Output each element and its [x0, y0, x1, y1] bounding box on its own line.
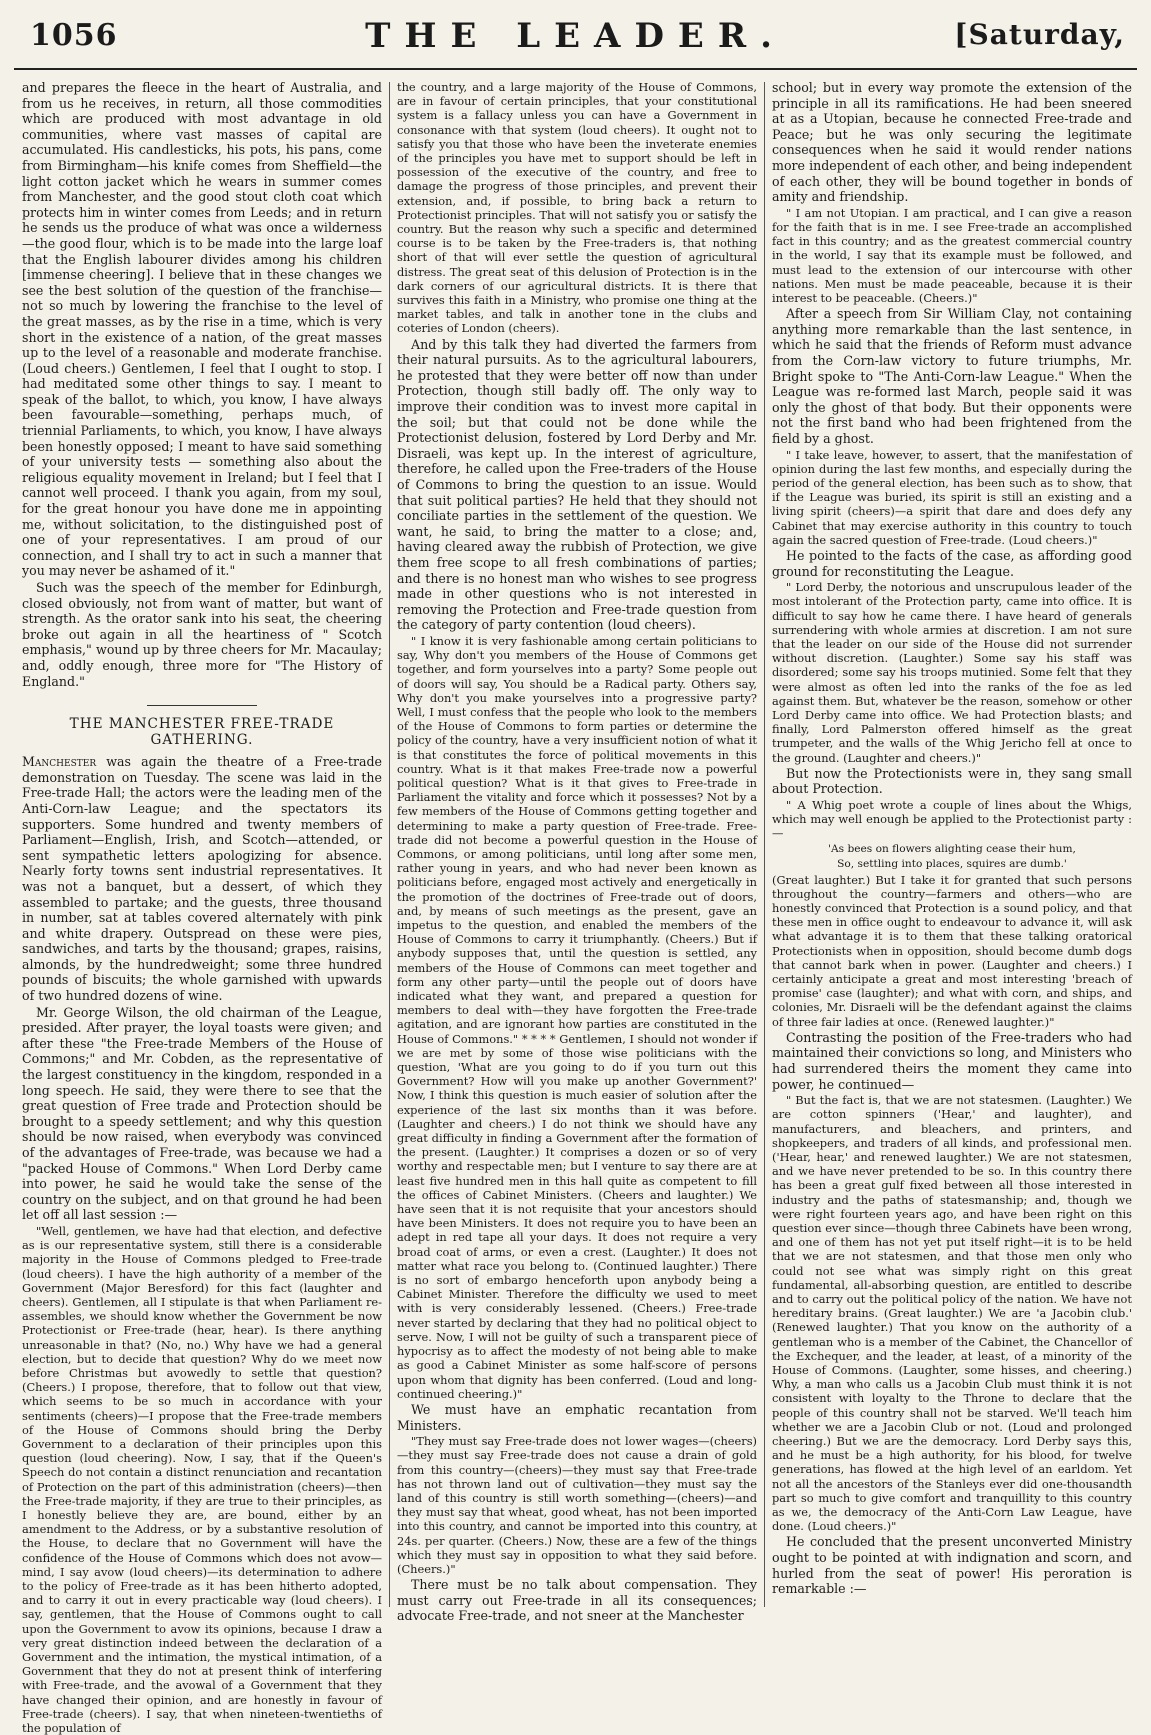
- header-rule: [14, 68, 1137, 70]
- paragraph: [22, 754, 382, 1004]
- paragraph: We must have an emphatic recantation from Ministers.: [397, 1401, 757, 1433]
- issue-day: [Saturday,: [954, 18, 1125, 51]
- section-rule: [147, 705, 257, 706]
- paper-title: THE LEADER.: [365, 16, 786, 56]
- paragraph: He pointed to the facts of the case, as affording good ground for reconstituting the League.: [772, 547, 1132, 579]
- section-heading: THE MANCHESTER FREE-TRADE GATHERING.: [69, 716, 335, 749]
- quoted-speech: " I take leave, however, to assert, that the manifestation of opinion during the last few months, and especially during the period of the general election, has been such as to show, that if the League was buried, its spirit is still an existing and a living spirit (cheers)—a spirit that dare and does defy any Cabinet that may exercise authority in this country to touch again the sacred question of Free-trade. (Loud cheers.)": [772, 447, 1132, 547]
- quoted-speech: (Great laughter.) But I take it for granted that such persons throughout the country—farmers and others—who are honestly convinced that Protection is a sound policy, and that these men in office ought to endeavour to advance it, will ask what advantage it is to them that these talking oratorical Protectionists when in opposition, should become dumb dogs that cannot bark when in power. (Laughter and cheers.) I certainly anticipate a great and most interesting 'breach of promise' case (laughter); and what with corn, and ships, and colonies, Mr. Disraeli will be the defendant against the claims of three fair ladies at once. (Renewed laughter.)": [772, 872, 1132, 1029]
- quoted-speech: "Well, gentlemen, we have had that election, and defective as is our representative system, still there is a considerable majority in the House of Commons pledged to Free-trade (loud cheers). I have the high authority of a member of the Government (Major Beresford) for this fact (laughter and cheers). Gentlemen, all I stipulate is that when Parliament re-assembles, we should know whether the Government be now Protectionist or Free-trade (hear, hear). Is there anything unreasonable in that? (No, no.) Why have we had a general election, but to decide that question? Why do we meet now before Christmas but avowedly to settle that question? (Cheers.) I propose, therefore, that to follow out that view, which seems to be so much in accordance with your sentiments (cheers)—I propose that the Free-trade members of the House of Commons should bring the Derby Government to a declaration of their principles upon this question (loud cheering). Now, I say, that if the Queen's Speech do not contain a distinct renunciation and recantation of Protection on the part of this administration (cheers)—then the Free-trade majority, if they are true to their principles, as I honestly believe they are, are bound, either by an amendment to the Address, or by a substantive resolution of the House, to declare that no Government will have the confidence of the House of Commons which does not avow—mind, I say avow (loud cheers)—its determination to adhere to the policy of Free-trade as it has been hitherto adopted, and to carry it out in every practicable way (loud cheers). I say, gentlemen, that the House of Commons ought to call upon the Government to avow its opinions, because I draw a very great distinction indeed between the declaration of a Government and the intimation, the mystical intimation, of a Government that they do not at present think of interfering with Free-trade, and the avowal of a Government that they have changed their opinion, and are honestly in favour of Free-trade (cheers). I say, that when nineteen-twentieths of the population of: [22, 1223, 382, 1735]
- quoted-speech: " Lord Derby, the notorious and unscrupulous leader of the most intolerant of the Protection party, came into office. It is difficult to say how he came there. I have heard of generals surrendering with whole armies at discretion. I am not sure that the leader on our side of the House did not surrender without discretion. (Laughter.) Some say his staff was disordered; some say his troops mutinied. Some felt that they were almost as often led into the ranks of the foe as led against them. But, whatever be the reason, somehow or other Lord Derby came into office. We had Protection blasts; and finally, Lord Palmerston offered himself as the great trumpeter, and the walls of the Whig Jericho fell at once to the ground. (Laughter and cheers.)": [772, 580, 1132, 765]
- paragraph: school; but in every way promote the extension of the principle in all its ramifications. He had been sneered at as a Utopian, because he connected Free-trade and Peace; but he was only securing the legitimate consequences when he said it would render nations more independent of each other, and being independent of each other, they will be bound together in bonds of amity and friendship.: [772, 80, 1132, 205]
- verse-line: So, settling into places, squires are dumb.': [837, 857, 1067, 870]
- lead-word: Manchester: [22, 754, 97, 770]
- column-1: [22, 80, 382, 1735]
- quoted-speech: " I am not Utopian. I am practical, and I can give a reason for the faith that is in me. I see Free-trade an accomplished fact in this country; and as the greatest commercial country in the world, I say that its example must be followed, and must lead to the extension of our intercourse with other nations. Men must be made peaceable, because it is their interest to be peaceable. (Cheers.)": [772, 205, 1132, 305]
- paragraph: There must be no talk about compensation. They must carry out Free-trade in all its consequences; advocate Free-trade, and not sneer at the Manchester: [397, 1577, 757, 1624]
- article-columns: [0, 80, 1151, 1735]
- paragraph: And by this talk they had diverted the farmers from their natural pursuits. As to the agricultural labourers, he protested that they were better off now than under Protection, though still badly off. The only way to improve their condition was to invest more capital in the soil; but that could not be done while the Protectionist delusion, fostered by Lord Derby and Mr. Disraeli, was kept up. In the interest of agriculture, therefore, he called upon the Free-traders of the House of Commons to bring the question to an issue. Would that suit political parties? He held that they should not conciliate parties in the settlement of the question. We want, he said, to bring the matter to a close; and, having cleared away the rubbish of Protection, we give them free scope to all fresh combinations of parties; and there is no honest man who wishes to see progress made in other questions who is not interested in removing the Protection and Free-trade question from the category of party contention (loud cheers).: [397, 336, 757, 633]
- quoted-speech: " A Whig poet wrote a couple of lines about the Whigs, which may well enough be applied to the Protectionist party :—: [772, 797, 1132, 841]
- column-2: [397, 80, 757, 1624]
- paragraph: Contrasting the position of the Free-traders who had maintained their convictions so long, and Ministers who had surrendered theirs the moment they came into power, he continued—: [772, 1029, 1132, 1092]
- page-number: 1056: [30, 18, 118, 53]
- paragraph: and prepares the fleece in the heart of Australia, and from us he receives, in return, all those commodities which are produced with most advantage in old communities, where vast masses of capital are accumulated. His candlesticks, his pots, his pans, come from Birmingham—his knife comes from Sheffield—the light cotton jacket which he wears in summer comes from Manchester, and the good stout cloth coat which protects him in winter comes from Leeds; and in return he sends us the produce of what was once a wilderness—the good flour, which is to be made into the large loaf that the English labourer divides among his children [immense cheering]. I believe that in these changes we see the best solution of the question of the franchise—not so much by lowering the franchise to the level of the great masses, as by the rise in a time, which is very short in the existence of a nation, of the great masses up to the level of a reasonable and moderate franchise. (Loud cheers.) Gentlemen, I feel that I ought to stop. I had meditated some other things to say. I meant to speak of the ballot, to which, you know, I have always been favourable—something, perhaps much, of triennial Parliaments, to which, you know, I have always been honestly opposed; I meant to have said something of your university tests — something also about the religious equality movement in Ireland; but I feel that I cannot well proceed. I thank you again, from my soul, for the great honour you have done me in appointing me, without solicitation, to the distinguished post of one of your representatives. I am proud of our connection, and I shall try to act in such a manner that you may never be ashamed of it.": [22, 80, 382, 579]
- masthead: [0, 0, 1151, 74]
- paragraph: Such was the speech of the member for Edinburgh, closed obviously, not from want of matter, but want of strength. As the orator sank into his seat, the cheering broke out again in all the heartiness of " Scotch emphasis," wound up by three cheers for Mr. Macaulay; and, oddly enough, three more for "The History of England.": [22, 580, 382, 689]
- verse-line: 'As bees on flowers alighting cease their hum,: [828, 842, 1076, 855]
- paragraph: He concluded that the present unconverted Ministry ought to be pointed at with indignation and scorn, and hurled from the seat of power! His peroration is remarkable :—: [772, 1534, 1132, 1597]
- column-3: [772, 80, 1132, 1610]
- quoted-speech: "They must say Free-trade does not lower wages—(cheers)—they must say Free-trade does not cause a drain of gold from this country—(cheers)—they must say that Free-trade has not thrown land out of cultivation—they must say the land of this country is still worth something—(cheers)—and they must say that wheat, good wheat, has not been imported into this country, and cannot be imported into this country, at 24s. per quarter. (Cheers.) Now, these are a few of the things which they must say in opposition to what they said before. (Cheers.)": [397, 1434, 757, 1576]
- quoted-speech: " But the fact is, that we are not statesmen. (Laughter.) We are cotton spinners ('Hear,' and laughter), and manufacturers, and bleachers, and printers, and shopkeepers, and traders of all kinds, and professional men. ('Hear, hear,' and renewed laughter.) We are not statesmen, and we have never pretended to be so. In this country there has been a great gulf fixed between all those interested in industry and the paths of statesmanship; and, though we were right fourteen years ago, and have been right on this question ever since—though three Cabinets have been wrong, and one of them has not yet put itself right—it is to be held that we are not statesmen, and that those men only who could not see what was simply right on this great fundamental, all-absorbing question, are entitled to describe and to carry out the political policy of the nation. We have not hereditary brains. (Great laughter.) We are 'a Jacobin club.' (Renewed laughter.) That you know on the authority of a gentleman who is a member of the Cabinet, the Chancellor of the Exchequer, and the leader, at least, of a minority of the House of Commons. (Laughter, some hisses, and cheering.) Why, a man who calls us a Jacobin Club must think it is not consistent with loyalty to the Throne to declare that the people of this country shall not be starved. We'll teach him whether we are a Jacobin Club or not. (Loud and prolonged cheering.) But we are the democracy. Lord Derby says this, and he must be a high authority, for his blood, for twelve generations, has flowed at the high level of an earldom. Yet not all the ancestors of the Stanleys ever did one-thousandth part so much to give comfort and tranquillity to this country as we, the democracy of the Anti-Corn Law League, have done. (Loud cheers.)": [772, 1093, 1132, 1534]
- paragraph: After a speech from Sir William Clay, not containing anything more remarkable than the last sentence, in which he said that the friends of Reform must advance from the Corn-law victory to future triumphs, Mr. Bright spoke to "The Anti-Corn-law League." When the League was re-formed last March, people said it was only the ghost of that body. But their opponents were not the first band who had been frightened from the field by a ghost.: [772, 306, 1132, 446]
- paragraph-text: was again the theatre of a Free-trade demonstration on Tuesday. The scene was laid in the Free-trade Hall; the actors were the leading men of the Anti-Corn-law League; and the spectators its supporters. Some hundred and twenty members of Parliament—English, Irish, and Scotch—attended, or sent sympathetic letters apologizing for absence. Nearly forty towns sent industrial representatives. It was not a banquet, but a dessert, of which they assembled to partake; and the guests, three thousand in number, sat at tables covered alternately with pink and white drapery. Outspread on these were pies, sandwiches, and tarts by the thousand; grapes, raisins, almonds, by the hundredweight; some three hundred pounds of biscuits; the whole garnished with upwards of two hundred dozens of wine.: [22, 754, 382, 1004]
- quoted-speech: the country, and a large majority of the House of Commons, are in favour of certain principles, that your constitutional system is a fallacy unless you can have a Government in consonance with that system (loud cheers). It ought not to satisfy you that those who have been the inveterate enemies of the principles you have met to support should be left in possession of the executive of the country, and free to damage the progress of those principles, and prevent their extension, and, if possible, to bring back a return to Protectionist principles. That will not satisfy you or satisfy the country. But the reason why such a specific and determined course is to be taken by the Free-traders is, that nothing short of that will ever settle the question of agricultural distress. The great seat of this delusion of Protection is in the dark corners of our agricultural districts. It is there that survives this faith in a Ministry, who promise one thing at the market tables, and talk in another tone in the clubs and coteries of London (cheers).: [397, 80, 757, 336]
- quoted-speech: " I know it is very fashionable among certain politicians to say, Why don't you members of the House of Commons get together, and form yourselves into a party? Some people out of doors will say, You should be a Radical party. Others say, Why don't you make yourselves into a progressive party? Well, I must confess that the people who look to the members of the House of Commons to form parties or determine the policy of the country, have a very insufficient notion of what it is that constitutes the force of political movements in this country. What is it that makes Free-trade now a powerful political question? What is it that gives to Free-trade in Parliament the vitality and force which it possesses? Not by a few members of the House of Commons getting together and determining to make a party question of Free-trade. Free-trade did not become a powerful question in the House of Commons, or among politicians, until long after some men, rather young in years, and who had never been known as politicians before, engaged most actively and energetically in the promotion of the doctrines of Free-trade out of doors, and, by means of such meetings as the present, gave an impetus to the question, and enabled the members of the House of Commons to carry it triumphantly. (Cheers.) But if anybody supposes that, until the question is settled, any members of the House of Commons can meet together and form any other party—until the people out of doors have indicated what they want, and prepared a question for members to deal with—they have forgotten the Free-trade agitation, and are ignorant how parties are constituted in the House of Commons." * * * * Gentlemen, I should not wonder if we are met by some of those wise politicians with the question, 'What are you going to do if you turn out this Government? How will you make up another Government?' Now, I think this question is much easier of solution after the experience of the last six months than it was before. (Laughter and cheers.) I do not think we should have any great difficulty in finding a Government after the formation of the present. (Laughter.) It comprises a dozen or so of very worthy and respectable men; but I venture to say there are at least five hundred men in this hall quite as competent to fill the offices of Cabinet Ministers. (Cheers and laughter.) We have seen that it is not requisite that your ancestors should have been Ministers. It does not require you to have been an adept in red tape all your days. It does not require a very broad coat of arms, or even a crest. (Laughter.) It does not matter what race you belong to. (Continued laughter.) There is no sort of embargo henceforth upon anybody being a Cabinet Minister. Therefore the difficulty we used to meet with is very considerably lessened. (Cheers.) Free-trade never started by declaring that they had no political object to serve. Now, I will not be guilty of such a transparent piece of hypocrisy as to affect the modesty of not being able to make as good a Cabinet Minister as some half-score of persons upon whom that dignity has been conferred. (Loud and long-continued cheering.)": [397, 633, 757, 1401]
- paragraph: But now the Protectionists were in, they sang small about Protection.: [772, 765, 1132, 797]
- paragraph: Mr. George Wilson, the old chairman of the League, presided. After prayer, the loyal toasts were given; and after these "the Free-trade Members of the House of Commons;" and Mr. Cobden, as the representative of the largest constituency in the kingdom, responded in a long speech. He said, they were there to see that the great question of Free trade and Protection should be brought to a speedy settlement; and why this question should be now raised, when everybody was convinced of the advantages of Free-trade, was because we had a "packed House of Commons." When Lord Derby came into power, he said he would take the sense of the country on the subject, and on that ground he had been let off all last session :—: [22, 1004, 382, 1223]
